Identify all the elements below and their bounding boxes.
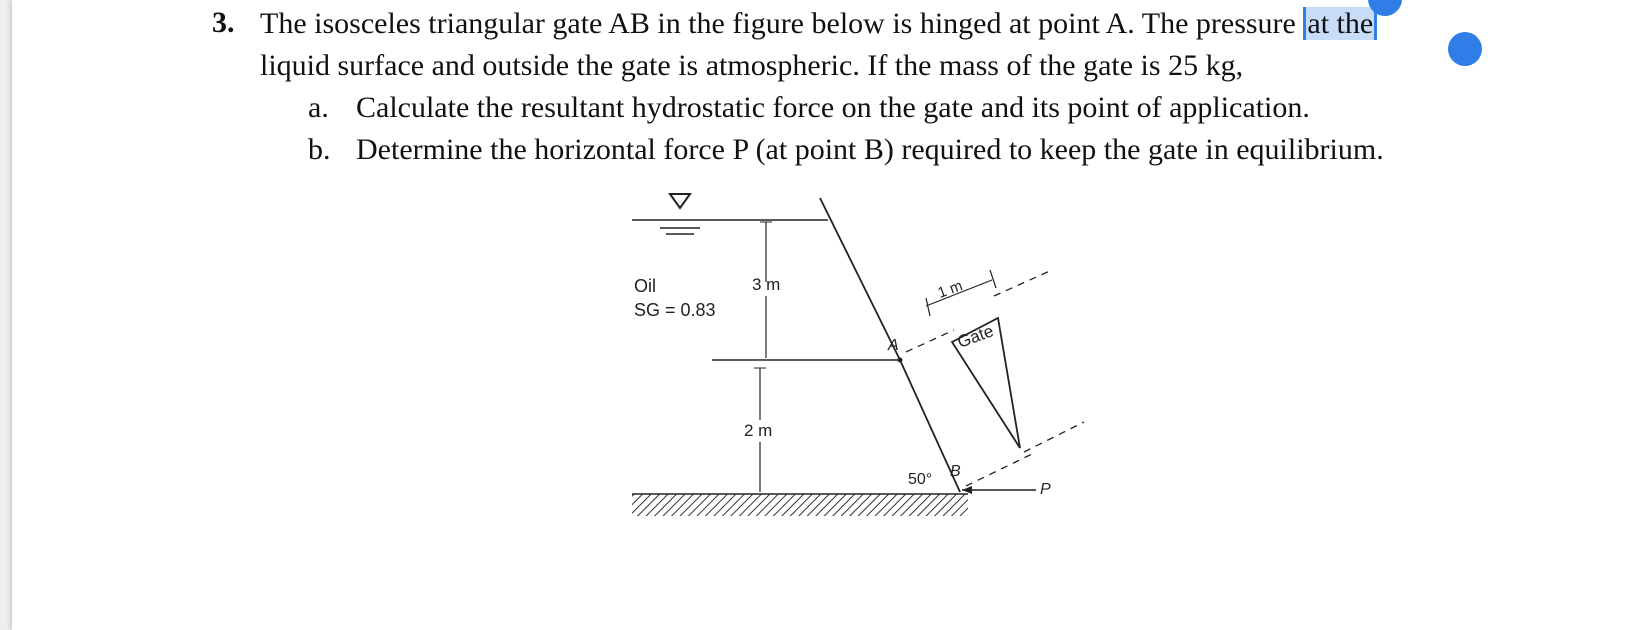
sub-question-b-label: b.: [308, 133, 331, 166]
free-surface-symbol: [632, 194, 828, 234]
dimension-3m-label: 3 m: [752, 275, 781, 294]
point-b-label: B: [950, 463, 961, 480]
force-p-label: P: [1040, 481, 1051, 498]
selection-end-handle[interactable]: [1448, 32, 1482, 66]
question-line-1-text: The isosceles triangular gate AB in the figure below is hinged at point A. The pressure: [260, 7, 1296, 40]
angle-label: 50°: [908, 471, 933, 488]
dimension-3m: [752, 222, 780, 358]
question-number: 3.: [212, 6, 235, 39]
question-line-2: liquid surface and outside the gate is atmospheric. If the mass of the gate is 25 kg,: [260, 49, 1244, 82]
point-a-label: A: [888, 337, 899, 354]
specific-gravity-label: SG = 0.83: [634, 300, 716, 320]
selected-text[interactable]: at the: [1303, 7, 1377, 40]
gate-figure: [632, 190, 1152, 550]
dimension-2m-label: 2 m: [744, 421, 773, 440]
sub-question-b: [308, 132, 1384, 168]
document-page: [12, 0, 1640, 630]
question-line-1: [260, 6, 1377, 42]
ground-hatch: [632, 494, 968, 516]
dimension-1m-label: 1 m: [935, 277, 965, 302]
force-p-arrow: [962, 481, 1051, 498]
dimension-1m: [926, 270, 996, 316]
gate-label: Gate: [954, 321, 997, 352]
sub-question-b-text: Determine the horizontal force P (at point B) required to keep the gate in equilibrium.: [356, 133, 1384, 166]
hinge-point-a: [898, 358, 903, 363]
sub-question-a-label: a.: [308, 91, 329, 124]
sub-question-a: [308, 90, 1310, 126]
sub-question-a-text: Calculate the resultant hydrostatic force on the gate and its point of application.: [356, 91, 1310, 124]
fluid-label: Oil: [634, 276, 656, 296]
dimension-2m: [744, 368, 772, 492]
